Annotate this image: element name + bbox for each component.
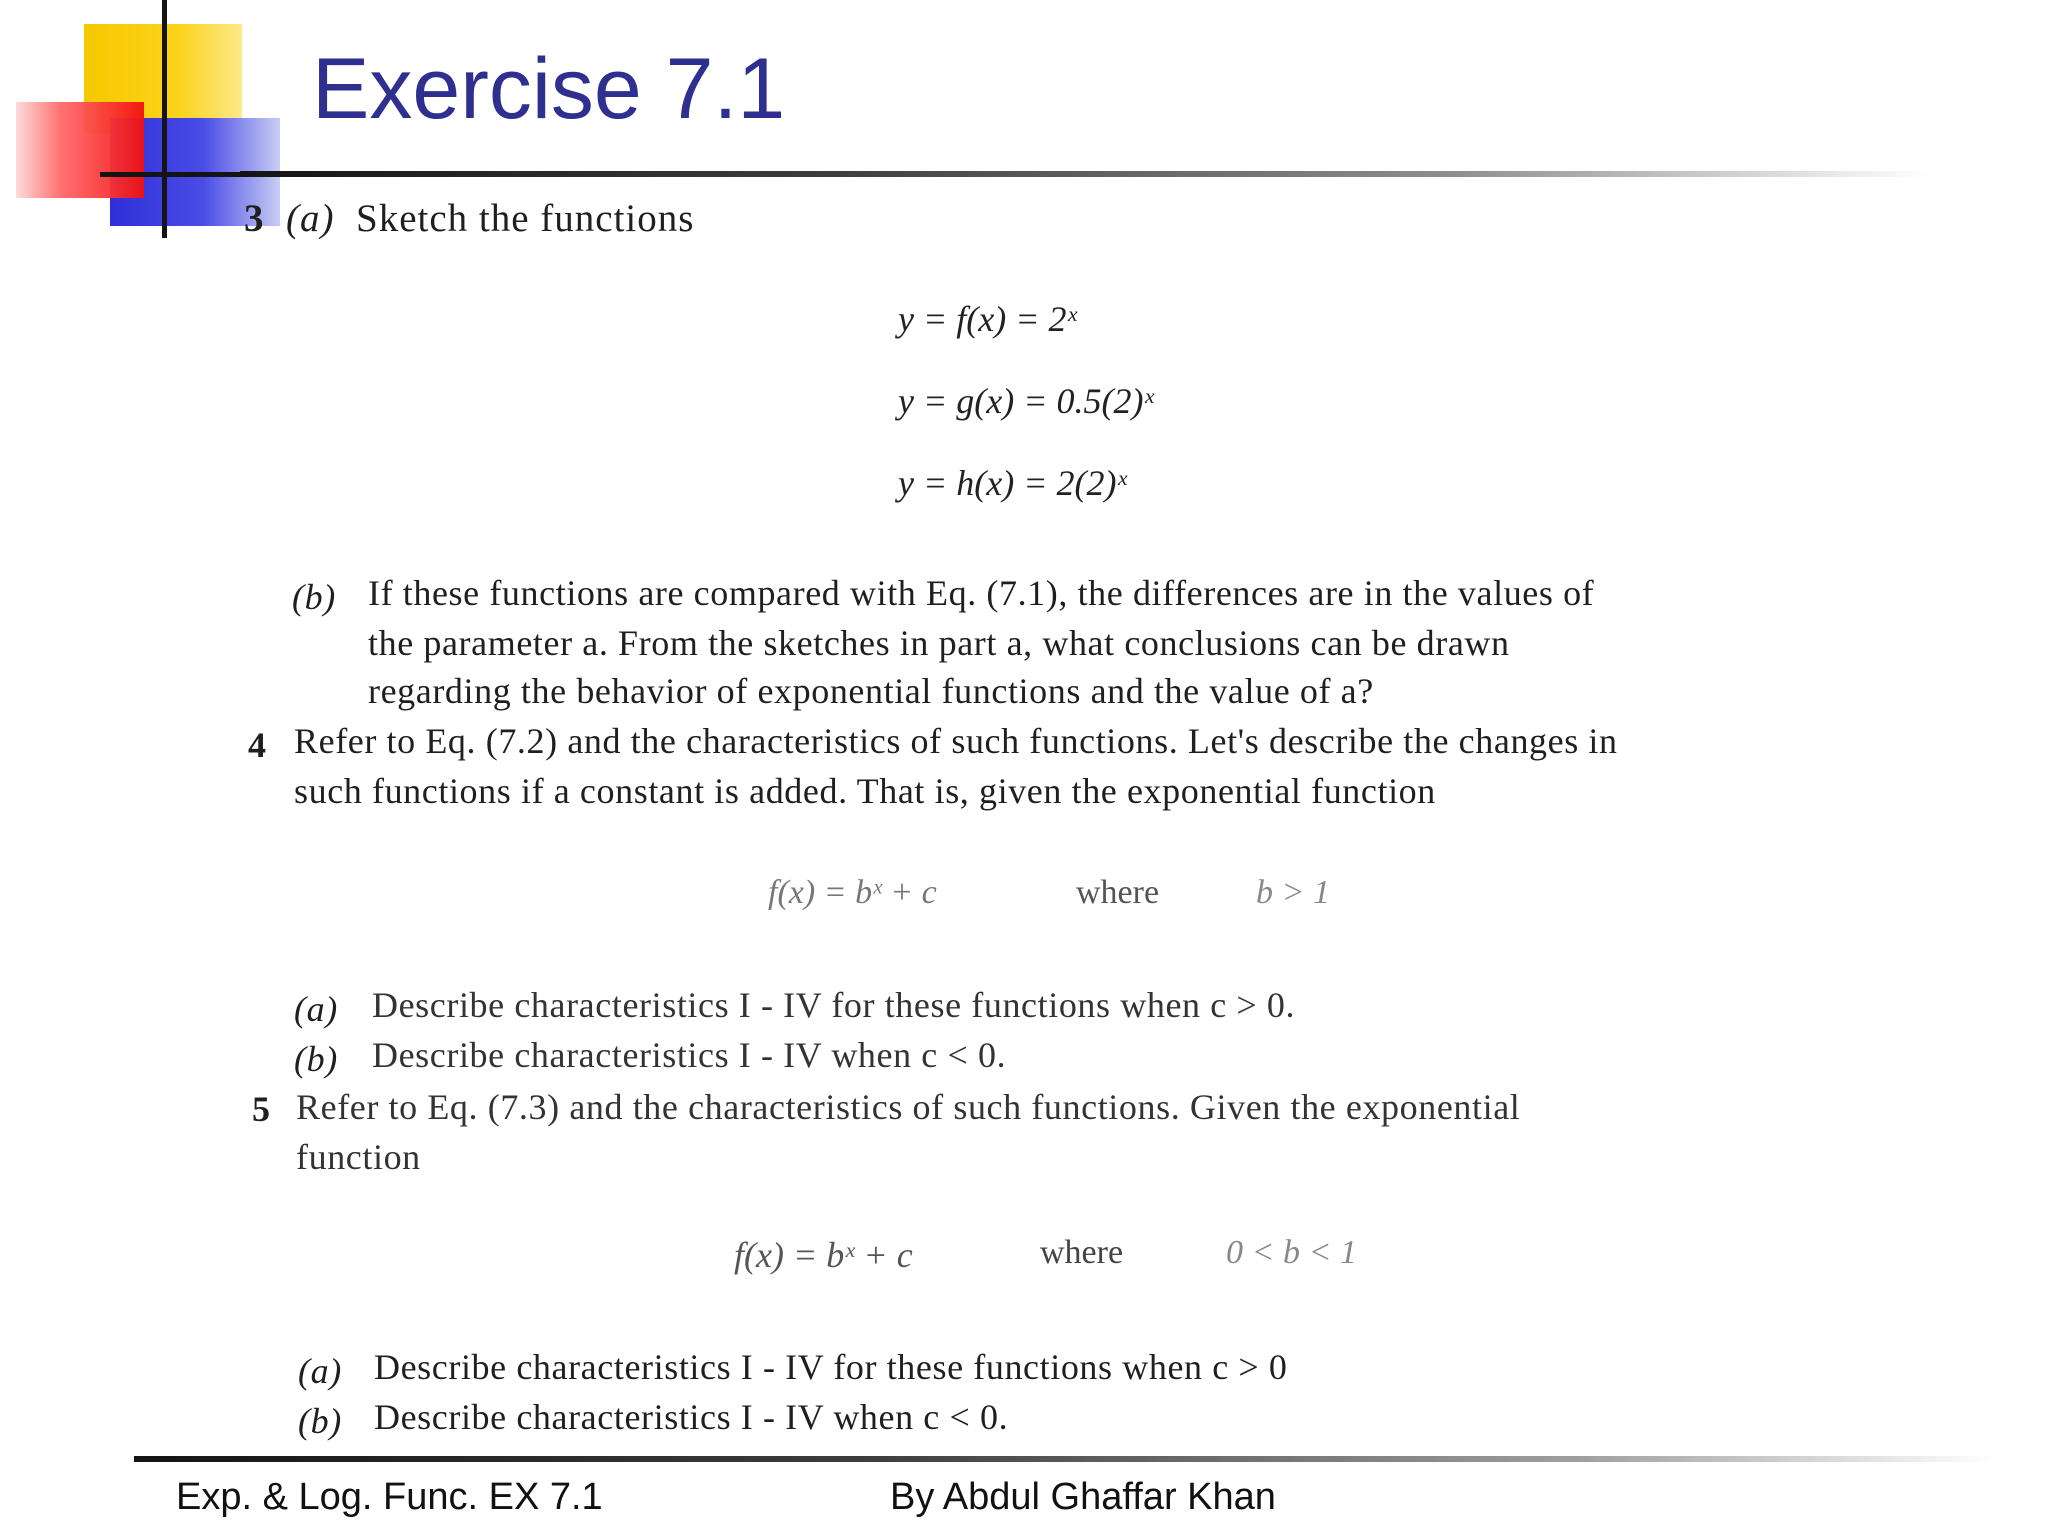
logo-red-square (16, 102, 144, 198)
slide-title: Exercise 7.1 (312, 41, 786, 137)
q3-function-h: y = h(x) = 2(2)ˣ (898, 463, 1127, 503)
q5-where: where (1040, 1234, 1124, 1271)
q3-part-a-label: (a) (286, 197, 335, 240)
title-divider (240, 171, 1930, 177)
q5-number: 5 (252, 1089, 271, 1129)
q5-part-b-text: Describe characteristics I - IV when c < 0. (374, 1397, 1009, 1437)
logo-horizontal-line (100, 172, 250, 177)
q3-part-b-line-1: If these functions are compared with Eq. (7.1), the differences are in the values of (368, 573, 1595, 613)
q5-part-b-label: (b) (298, 1401, 342, 1441)
q4-equation: f(x) = bˣ + c (768, 874, 937, 911)
footer-divider (134, 1456, 1994, 1462)
q5-line-1: Refer to Eq. (7.3) and the characteristics of such functions. Given the exponential (296, 1087, 1521, 1127)
q4-number: 4 (248, 725, 267, 765)
q3-part-b-line-2: the parameter a. From the sketches in part a, what conclusions can be drawn (368, 623, 1510, 663)
logo-vertical-line (162, 0, 167, 238)
q4-line-1: Refer to Eq. (7.2) and the characteristics of such functions. Let's describe the changes in (294, 721, 1618, 761)
q3-part-b-line-3: regarding the behavior of exponential functions and the value of a? (368, 671, 1374, 711)
q4-where: where (1076, 874, 1160, 911)
q3-function-g: y = g(x) = 0.5(2)ˣ (898, 381, 1154, 421)
q5-part-a-text: Describe characteristics I - IV for these functions when c > 0 (374, 1347, 1288, 1387)
q5-part-a-label: (a) (298, 1351, 342, 1391)
q4-part-a-label: (a) (294, 989, 338, 1029)
q4-line-2: such functions if a constant is added. That is, given the exponential function (294, 771, 1436, 811)
q4-part-b-text: Describe characteristics I - IV when c < 0. (372, 1035, 1007, 1075)
q4-part-a-text: Describe characteristics I - IV for these functions when c > 0. (372, 985, 1296, 1025)
footer-left-text: Exp. & Log. Func. EX 7.1 (176, 1476, 603, 1518)
q3-number: 3 (244, 197, 265, 240)
q3-part-a-text: Sketch the functions (356, 197, 695, 240)
footer-author: By Abdul Ghaffar Khan (890, 1476, 1276, 1518)
q4-part-b-label: (b) (294, 1039, 338, 1079)
q3-function-f: y = f(x) = 2ˣ (898, 299, 1077, 339)
q5-condition: 0 < b < 1 (1226, 1234, 1357, 1271)
q4-condition: b > 1 (1256, 874, 1330, 911)
q5-line-2: function (296, 1137, 421, 1177)
q5-equation: f(x) = bˣ + c (734, 1235, 913, 1275)
q3-part-b-label: (b) (292, 577, 336, 617)
